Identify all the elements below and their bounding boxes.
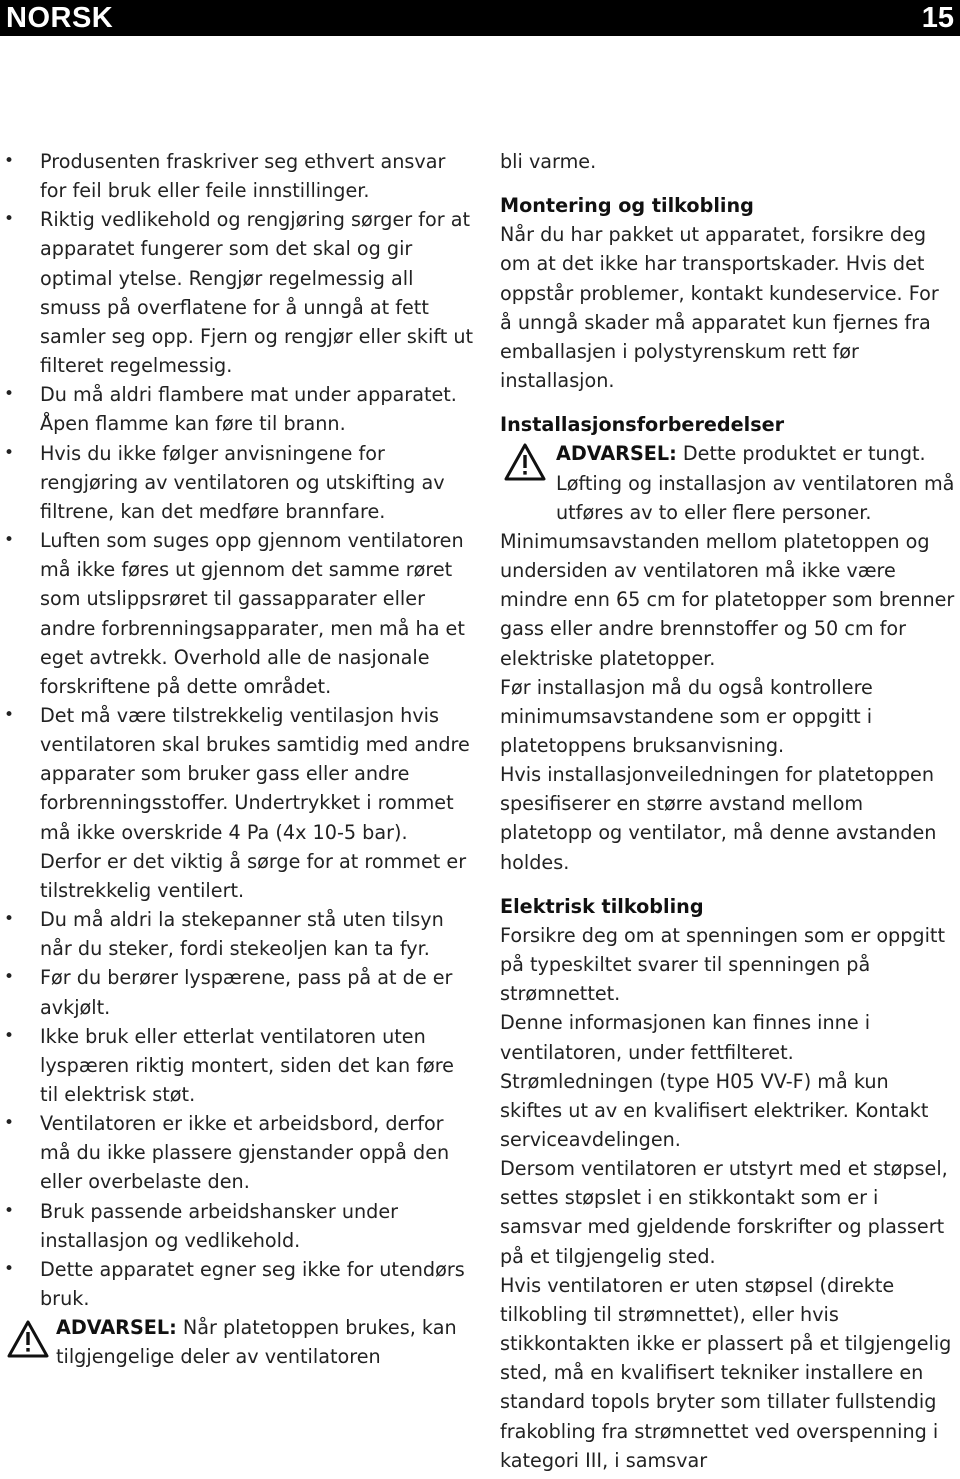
paragraph: Når du har pakket ut apparatet, forsikre deg om at det ikke har transportskader. Hvis det oppstår problemer, kontakt kundeservice. For å unngå skader må apparatet kun fjernes fra emballasjen i polystyrenskum rett før installasjon. [500,223,939,393]
list-item: • Du må aldri flambere mat under apparatet. Åpen flamme kan føre til brann. [4,380,474,438]
paragraph: Dersom ventilatoren er utstyrt med et støpsel, settes støpslet i en stikkontakt som er i samsvar med gjeldende forskrifter og plassert på et tilgjengelig sted. [500,1157,948,1268]
warning-paragraph [500,439,955,526]
list-item: • Ikke bruk eller etterlat ventilatoren uten lyspæren riktig montert, siden det kan føre til elektrisk støt. [4,1022,474,1109]
page-header [0,0,960,36]
paragraph: Strømledningen (type H05 VV-F) må kun skiftes ut av en kvalifisert elektriker. Kontakt serviceavdelingen. [500,1069,929,1151]
safety-bullet-list [4,147,474,1313]
hot-parts-warning [4,1313,474,1371]
warning-label: ADVARSEL: [556,442,677,466]
page-number: 15 [921,2,954,34]
paragraph: Minimumsavstanden mellom platetoppen og undersiden av ventilatoren må ikke være mindre enn 65 cm for platetopper som brenner gass eller andre brennstoffer og 50 cm for elektriske platetopper. [500,529,955,670]
warning-text: Dette produktet er tungt. Løfting og installasjon av ventilatoren må utføres av to eller flere personer. [556,442,955,524]
warning-label: ADVARSEL: [56,1316,177,1340]
warning-icon [504,443,546,481]
section-heading-mounting: Montering og tilkobling [500,194,754,218]
paragraph: Denne informasjonen kan finnes inne i ventilatoren, under fettfilteret. [500,1011,871,1064]
list-item: • Luften som suges opp gjennom ventilatoren må ikke føres ut gjennom det samme røret som utslippsrøret til gassapparater eller andre forbrenningsapparater, men må ha et eget avtrekk. Overhold alle de nasjonale forskriftene på dette området. [4,526,474,701]
warning-text: Når platetoppen brukes, kan tilgjengelige deler av ventilatoren [56,1316,457,1369]
list-item: • Før du berører lyspærene, pass på at de er avkjølt. [4,963,474,1021]
right-column [500,147,955,1475]
warning-icon [7,1320,49,1358]
paragraph: Hvis ventilatoren er uten støpsel (direkte tilkobling til strømnettet), eller hvis stikkontakten ikke er plassert på et tilgjengelig sted, må en kvalifisert tekniker installere en standard topols bryter som tillater fullstendig frakobling fra strømnettet ved overspenning i kategori III, i samsvar [500,1273,952,1472]
paragraph: Forsikre deg om at spenningen som er oppgitt på typeskiltet svarer til spenningen på strømnettet. [500,923,945,1006]
list-item: • Produsenten fraskriver seg ethvert ansvar for feil bruk eller feile innstillinger. [4,147,474,205]
paragraph: Før installasjon må du også kontrollere minimumsavstandene som er oppgitt i platetoppens bruksanvisning. [500,675,873,757]
section-heading-installation: Installasjonsforberedelser [500,413,785,437]
paragraph: Hvis installasjonveiledningen for platetoppen spesifiserer en større avstand mellom platetopp og ventilator, må denne avstanden holdes. [500,763,937,874]
left-column [4,147,474,1372]
heavy-product-warning [500,439,955,526]
continuation-text: bli varme. [500,150,597,173]
list-item: • Riktig vedlikehold og rengjøring sørger for at apparatet fungerer som det skal og gir optimal ytelse. Rengjør regelmessig all smuss på overflatene for å unngå at fett samler seg opp. Fjern og rengjør eller skift ut filteret regelmessig. [4,205,474,380]
list-item: • Ventilatoren er ikke et arbeidsbord, derfor må du ikke plassere gjenstander oppå den eller overbelaste den. [4,1109,474,1196]
list-item: • Dette apparatet egner seg ikke for utendørs bruk. [4,1255,474,1313]
list-item: • Hvis du ikke følger anvisningene for rengjøring av ventilatoren og utskifting av filtrene, kan det medføre brannfare. [4,439,474,526]
list-item: • Det må være tilstrekkelig ventilasjon hvis ventilatoren skal brukes samtidig med andre apparater som bruker gass eller andre forbrenningsstoffer. Undertrykket i rommet må ikke overskride 4 Pa (4x 10-5 bar). Derfor er det viktig å sørge for at rommet er tilstrekkelig ventilert. [4,701,474,905]
section-heading-electrical: Elektrisk tilkobling [500,894,704,918]
list-item: • Du må aldri la stekepanner stå uten tilsyn når du steker, fordi stekeoljen kan ta fyr. [4,905,474,963]
section-title: NORSK [6,2,114,34]
list-item: • Bruk passende arbeidshansker under installasjon og vedlikehold. [4,1197,474,1255]
